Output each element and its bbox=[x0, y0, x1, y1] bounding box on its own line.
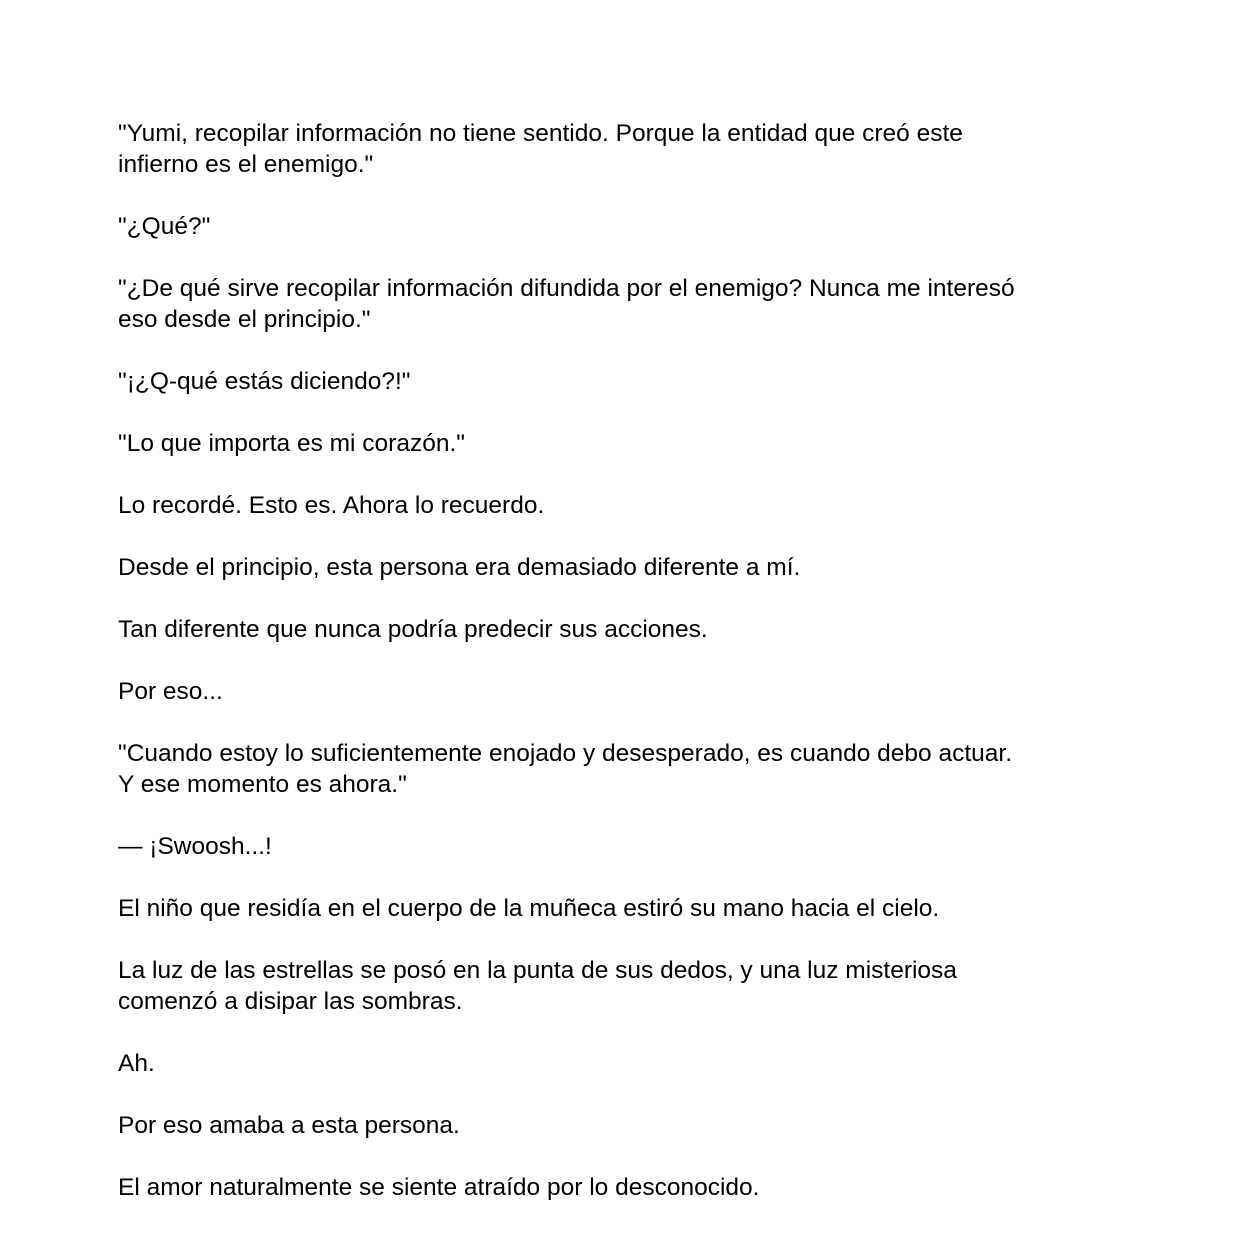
document-page bbox=[118, 118, 1118, 1234]
paragraph-9: Por eso... bbox=[118, 678, 223, 705]
paragraph-15: Por eso amaba a esta persona. bbox=[118, 1112, 460, 1139]
paragraph-2: "¿Qué?" bbox=[118, 213, 211, 240]
paragraph-11: — ¡Swoosh...! bbox=[118, 833, 272, 860]
paragraph-6: Lo recordé. Esto es. Ahora lo recuerdo. bbox=[118, 492, 545, 519]
paragraph-13: La luz de las estrellas se posó en la punta de sus dedos, y una luz misteriosa comenzó a disipar las sombras. bbox=[118, 957, 957, 1015]
paragraph-1: "Yumi, recopilar información no tiene sentido. Porque la entidad que creó este infierno es el enemigo." bbox=[118, 120, 963, 178]
paragraph-7: Desde el principio, esta persona era demasiado diferente a mí. bbox=[118, 554, 801, 581]
paragraph-16: El amor naturalmente se siente atraído por lo desconocido. bbox=[118, 1174, 760, 1201]
paragraph-8: Tan diferente que nunca podría predecir sus acciones. bbox=[118, 616, 708, 643]
paragraph-4: "¡¿Q-qué estás diciendo?!" bbox=[118, 368, 411, 395]
paragraph-12: El niño que residía en el cuerpo de la muñeca estiró su mano hacia el cielo. bbox=[118, 895, 940, 922]
paragraph-5: "Lo que importa es mi corazón." bbox=[118, 430, 465, 457]
paragraph-14: Ah. bbox=[118, 1050, 155, 1077]
paragraph-10: "Cuando estoy lo suficientemente enojado y desesperado, es cuando debo actuar. Y ese momento es ahora." bbox=[118, 740, 1013, 798]
paragraph-3: "¿De qué sirve recopilar información difundida por el enemigo? Nunca me interesó eso desde el principio." bbox=[118, 275, 1015, 333]
